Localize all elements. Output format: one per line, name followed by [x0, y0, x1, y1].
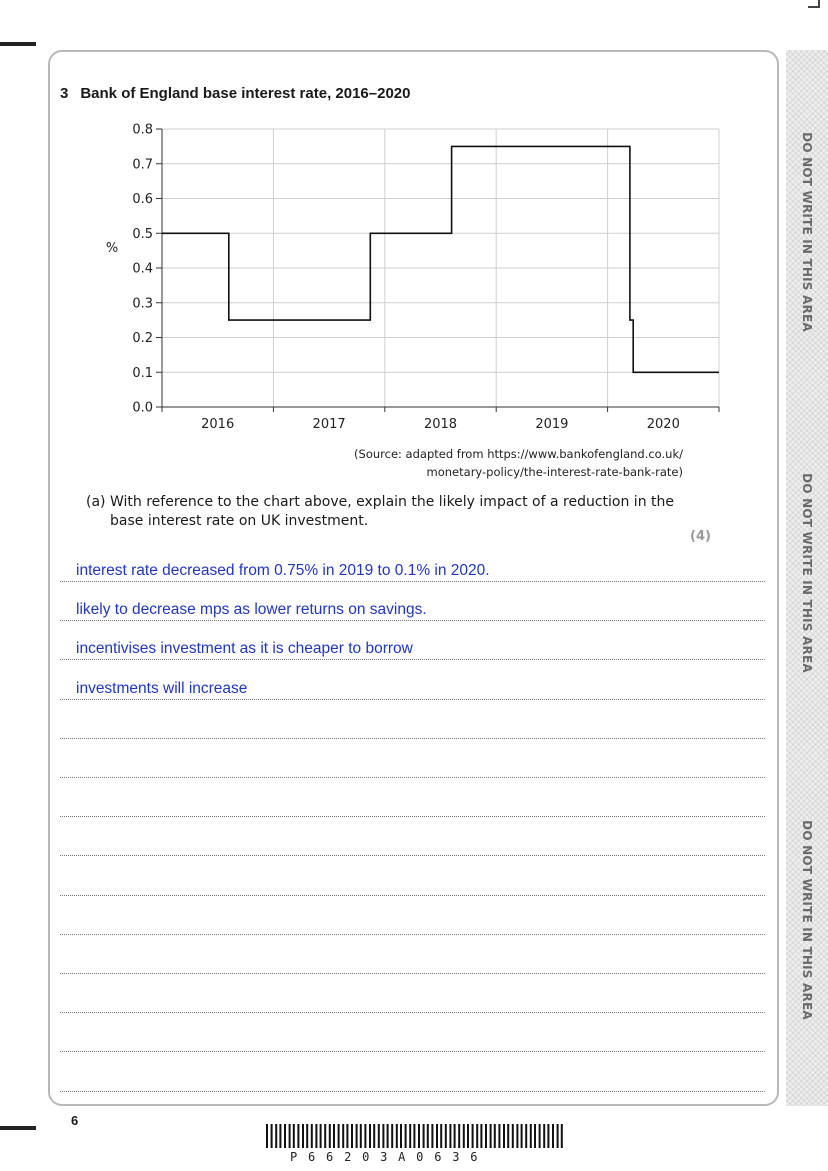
answer-line[interactable]: [60, 816, 765, 817]
barcode-bar: [494, 1124, 496, 1148]
interest-rate-chart: [90, 115, 730, 435]
barcode-bar: [409, 1124, 411, 1148]
barcode-bar: [405, 1124, 407, 1148]
barcode-bar: [480, 1124, 482, 1148]
page-number: 6: [71, 1113, 79, 1128]
answer-line[interactable]: [60, 620, 765, 621]
barcode-bar: [279, 1124, 281, 1148]
answer-line[interactable]: [60, 1012, 765, 1013]
question-title: [60, 85, 411, 102]
answer-line[interactable]: [60, 973, 765, 974]
question-title-text: Bank of England base interest rate, 2016–2020: [80, 85, 411, 102]
registration-mark-bottom: [0, 1126, 36, 1130]
barcode-bar: [275, 1124, 277, 1148]
answer-line[interactable]: [60, 1091, 765, 1092]
barcode-bar: [423, 1124, 425, 1148]
answer-line[interactable]: [60, 895, 765, 896]
barcode-bar: [454, 1124, 456, 1148]
x-tick-label: 2016: [201, 417, 235, 432]
barcode-bar: [557, 1124, 559, 1148]
barcode-bar: [543, 1124, 545, 1148]
question-number: 3: [60, 85, 69, 102]
answer-line[interactable]: [60, 777, 765, 778]
barcode-bar: [293, 1124, 295, 1148]
barcode-bar: [387, 1124, 389, 1148]
barcode-bar: [329, 1124, 331, 1148]
barcode-text: P66203A0636: [290, 1150, 489, 1164]
part-a-label: (a): [86, 494, 106, 510]
series-line-base-rate: [162, 146, 719, 372]
barcode-bar: [547, 1124, 549, 1148]
handwritten-answer: likely to decrease mps as lower returns on savings.: [76, 601, 427, 619]
barcode-bar: [449, 1124, 451, 1148]
barcode-bar: [521, 1124, 523, 1148]
barcode-bar: [431, 1124, 433, 1148]
barcode-bar: [324, 1124, 326, 1148]
barcode-bar: [311, 1124, 313, 1148]
barcode-bar: [320, 1124, 322, 1148]
part-a-text: With reference to the chart above, explain the likely impact of a reduction in the base interest rate on UK investment.: [110, 494, 674, 529]
barcode-bar: [436, 1124, 438, 1148]
answer-line[interactable]: [60, 1051, 765, 1052]
barcode-bar: [266, 1124, 268, 1148]
y-tick-label: 0.8: [132, 122, 153, 138]
barcode-bar: [346, 1124, 348, 1148]
barcode-bar: [472, 1124, 474, 1148]
barcode-bar: [391, 1124, 393, 1148]
handwritten-answer: investments will increase: [76, 679, 248, 697]
y-tick-label: 0.3: [132, 296, 153, 312]
marks-indicator: (4): [690, 529, 711, 544]
barcode-bar: [476, 1124, 478, 1148]
x-tick-label: 2019: [535, 417, 569, 432]
barcode-bar: [378, 1124, 380, 1148]
handwritten-answer: interest rate decreased from 0.75% in 2019 to 0.1% in 2020.: [76, 562, 490, 579]
answer-line[interactable]: [60, 855, 765, 856]
barcode-bar: [512, 1124, 514, 1148]
barcode-bar: [396, 1124, 398, 1148]
barcode-bar: [413, 1124, 415, 1148]
answer-line[interactable]: [60, 934, 765, 935]
x-tick-label: 2018: [423, 417, 458, 432]
corner-crop-mark: [808, 0, 820, 8]
barcode-bar: [351, 1124, 353, 1148]
barcode-bar: [338, 1124, 340, 1148]
barcode-bar: [289, 1124, 291, 1148]
barcode-bar: [382, 1124, 384, 1148]
answer-line[interactable]: [60, 659, 765, 660]
y-tick-label: 0.7: [132, 157, 153, 173]
barcode-bar: [342, 1124, 344, 1148]
margin-warning-middle: DO NOT WRITE IN THIS AREA: [800, 473, 814, 673]
barcode: [266, 1124, 564, 1150]
answer-line[interactable]: [60, 581, 765, 582]
barcode-bar: [418, 1124, 420, 1148]
y-tick-label: 0.2: [132, 331, 153, 346]
barcode-bar: [302, 1124, 304, 1148]
barcode-bar: [552, 1124, 554, 1148]
barcode-bar: [306, 1124, 308, 1148]
barcode-bar: [530, 1124, 532, 1148]
barcode-bar: [490, 1124, 492, 1148]
y-tick-label: 0.6: [132, 192, 153, 207]
barcode-bar: [463, 1124, 465, 1148]
barcode-bar: [485, 1124, 487, 1148]
barcode-bar: [297, 1124, 299, 1148]
y-tick-label: 0.5: [132, 226, 153, 242]
barcode-bar: [284, 1124, 286, 1148]
barcode-bar: [534, 1124, 536, 1148]
source-line-1: (Source: adapted from https://www.bankofengland.co.uk/: [354, 447, 683, 461]
handwritten-answer: incentivises investment as it is cheaper to borrow: [76, 640, 413, 658]
margin-warning-top: DO NOT WRITE IN THIS AREA: [800, 132, 814, 332]
source-line-2: monetary-policy/the-interest-rate-bank-rate): [426, 465, 683, 479]
barcode-bar: [507, 1124, 509, 1148]
barcode-bar: [356, 1124, 358, 1148]
barcode-bar: [467, 1124, 469, 1148]
barcode-bar: [427, 1124, 429, 1148]
x-tick-label: 2020: [646, 417, 680, 432]
barcode-bar: [400, 1124, 402, 1148]
barcode-bar: [369, 1124, 371, 1148]
barcode-bar: [516, 1124, 518, 1148]
y-tick-label: 0.1: [132, 365, 153, 381]
barcode-bar: [498, 1124, 500, 1148]
barcode-bar: [445, 1124, 447, 1148]
barcode-bar: [561, 1124, 563, 1148]
answer-line[interactable]: [60, 738, 765, 739]
barcode-bar: [360, 1124, 362, 1148]
barcode-bar: [373, 1124, 375, 1148]
y-tick-label: 0.0: [132, 400, 153, 416]
barcode-bar: [458, 1124, 460, 1148]
y-tick-label: 0.4: [132, 261, 153, 277]
barcode-bar: [503, 1124, 505, 1148]
barcode-bar: [539, 1124, 541, 1148]
y-axis-label: %: [105, 241, 119, 257]
barcode-bar: [271, 1124, 273, 1148]
barcode-bar: [315, 1124, 317, 1148]
barcode-bar: [440, 1124, 442, 1148]
barcode-bar: [364, 1124, 366, 1148]
chart-source: [354, 445, 683, 481]
answer-line[interactable]: [60, 699, 765, 700]
registration-mark-top: [0, 42, 36, 46]
barcode-bar: [333, 1124, 335, 1148]
barcode-bar: [525, 1124, 527, 1148]
margin-warning-bottom: DO NOT WRITE IN THIS AREA: [800, 820, 814, 1020]
x-tick-label: 2017: [312, 417, 346, 432]
